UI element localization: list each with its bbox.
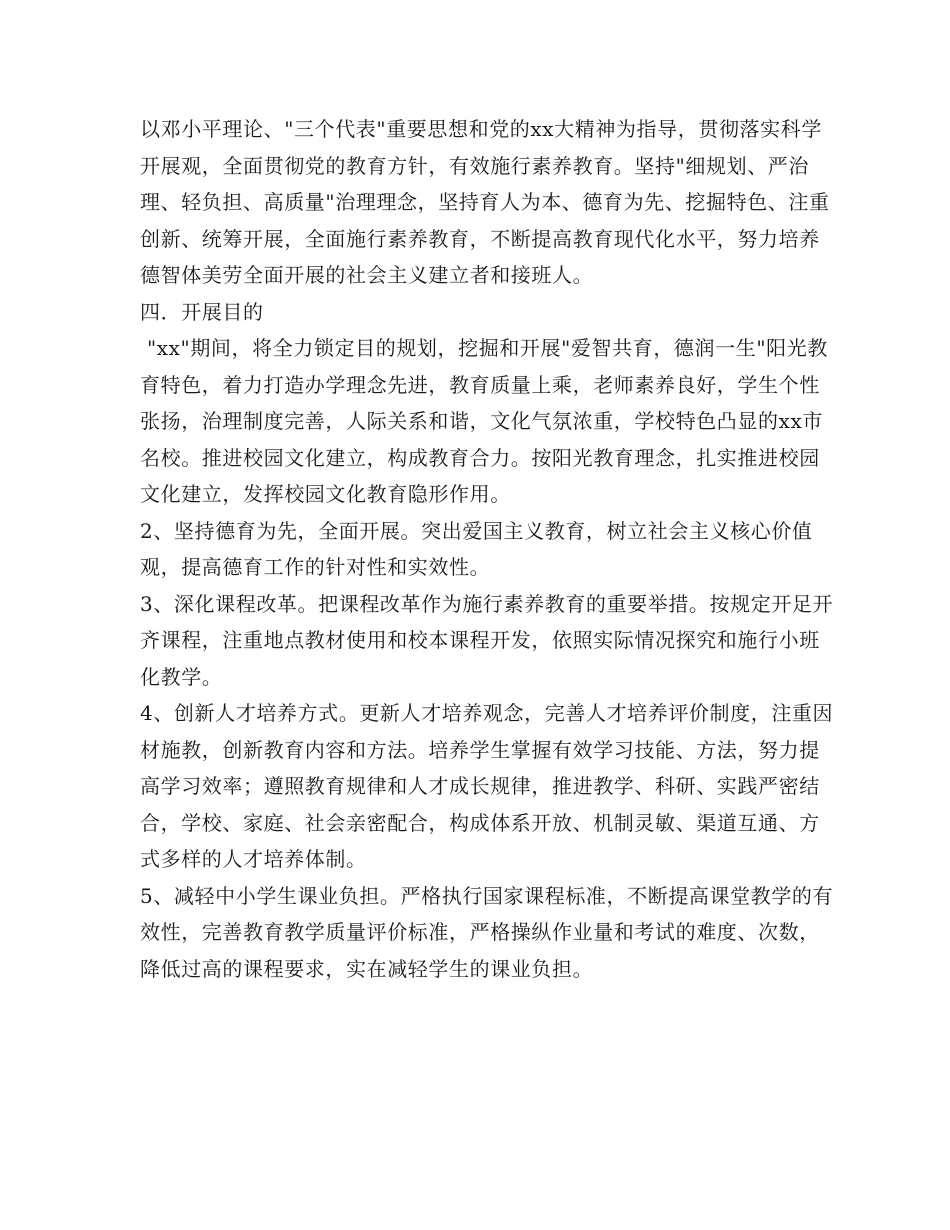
goals-paragraph: "xx"期间，将全力锁定目的规划，挖掘和开展"爱智共育，德润一生"阳光教育特色，着力打造办学理念先进，教育质量上乘，老师素养良好，学生个性张扬，治理制度完善，人际关系和谐，文化气氛浓重，学校特色凸显的xx市名校。推进校园文化建立，构成教育合力。按阳光教育理念，扎实推进校园文化建立，发挥校园文化教育隐形作用。 [140, 336, 828, 506]
document-body [140, 111, 840, 987]
list-item-3: 3、深化课程改革。把课程改革作为施行素养教育的重要举措。按规定开足开齐课程，注重地点教材使用和校本课程开发，依照实际情况探究和施行小班化教学。 [140, 591, 834, 689]
section-heading-goals: 四．开展目的 [140, 299, 264, 324]
list-item-4: 4、创新人才培养方式。更新人才培养观念，完善人才培养评价制度，注重因材施教，创新教育内容和方法。培养学生掌握有效学习技能、方法，努力提高学习效率；遵照教育规律和人才成长规律，推进教学、科研、实践严密结合，学校、家庭、社会亲密配合，构成体系开放、机制灵敏、渠道互通、方式多样的人才培养体制。 [140, 701, 834, 871]
list-item-2: 2、坚持德育为先，全面开展。突出爱国主义教育，树立社会主义核心价值观，提高德育工作的针对性和实效性。 [140, 518, 813, 579]
list-item-5: 5、减轻中小学生课业负担。严格执行国家课程标准，不断提高课堂教学的有效性，完善教育教学质量评价标准，严格操纵作业量和考试的难度、次数，降低过高的课程要求，实在减轻学生的课业负担。 [140, 883, 834, 981]
guiding-ideology-paragraph: 以邓小平理论、"三个代表"重要思想和党的xx大精神为指导，贯彻落实科学开展观，全面贯彻党的教育方针，有效施行素养教育。坚持"细规划、严治理、轻负担、高质量"治理理念，坚持育人为本、德育为先、挖掘特色、注重创新、统筹开展，全面施行素养教育，不断提高教育现代化水平，努力培养德智体美劳全面开展的社会主义建立者和接班人。 [140, 117, 830, 287]
